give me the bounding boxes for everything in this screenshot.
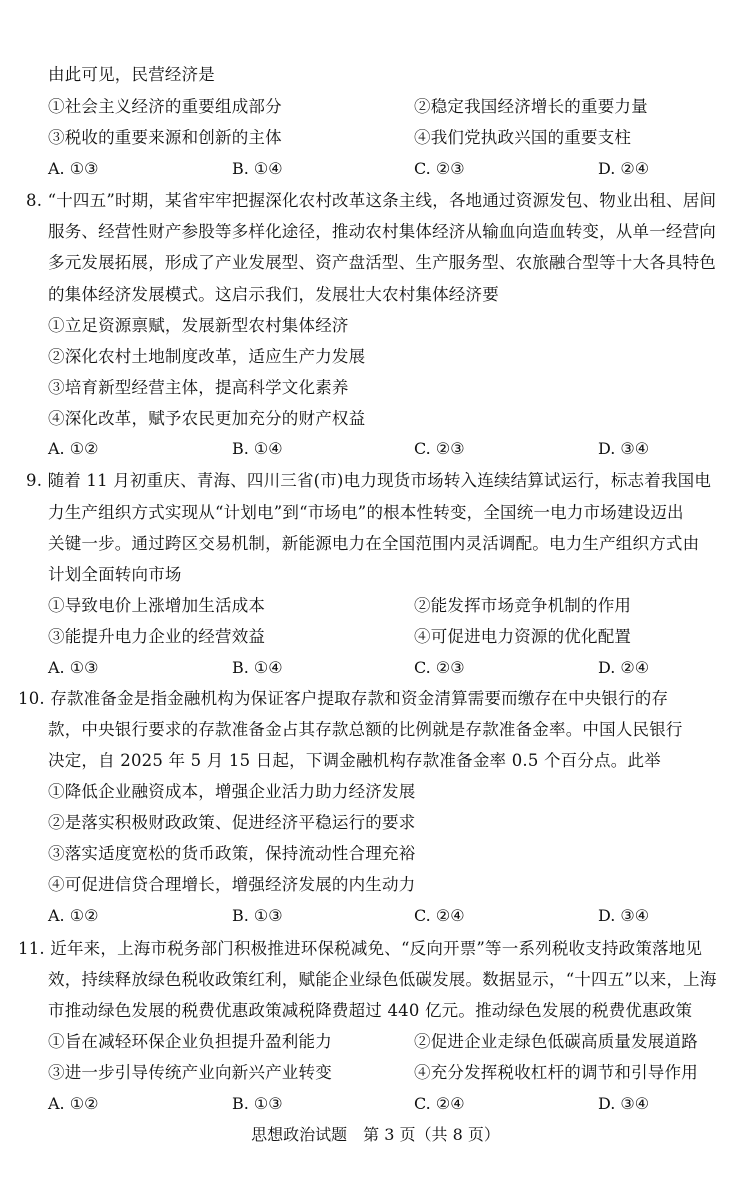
q9-answer-d: D. ②④ bbox=[598, 658, 650, 677]
q10-answer-d: D. ③④ bbox=[598, 906, 650, 925]
q9-answer-b: B. ①④ bbox=[232, 658, 283, 677]
q9-line-2: 力生产组织方式实现从“计划电”到“市场电”的根本性转变，全国统一电力市场建设迈出 bbox=[48, 503, 684, 522]
q8-line-2: 服务、经营性财产参股等多样化途径，推动农村集体经济从输血向造血转变，从单一经营向 bbox=[48, 222, 716, 241]
q10-option-1: ①降低企业融资成本，增强企业活力助力经济发展 bbox=[48, 782, 416, 801]
q10-answer-a: A. ①② bbox=[48, 906, 99, 925]
answer-d: D. ②④ bbox=[598, 159, 650, 178]
q11-answer-a: A. ①② bbox=[48, 1094, 99, 1113]
q10-option-3: ③落实适度宽松的货币政策，保持流动性合理充裕 bbox=[48, 844, 416, 863]
option-1: ①社会主义经济的重要组成部分 bbox=[48, 97, 282, 116]
q8-option-2: ②深化农村土地制度改革，适应生产力发展 bbox=[48, 347, 366, 366]
q10-answer-c: C. ②④ bbox=[414, 906, 465, 925]
q11-answer-c: C. ②④ bbox=[414, 1094, 465, 1113]
answer-b: B. ①④ bbox=[232, 159, 283, 178]
option-2: ②稳定我国经济增长的重要力量 bbox=[414, 97, 648, 116]
q9-line-4: 计划全面转向市场 bbox=[48, 565, 182, 584]
question-stem: 由此可见，民营经济是 bbox=[48, 65, 215, 84]
q9-line-3: 关键一步。通过跨区交易机制，新能源电力在全国范围内灵活调配。电力生产组织方式由 bbox=[48, 534, 700, 553]
q9-option-4: ④可促进电力资源的优化配置 bbox=[414, 627, 632, 646]
q10-option-4: ④可促进信贷合理增长，增强经济发展的内生动力 bbox=[48, 875, 416, 894]
q11-option-1: ①旨在减轻环保企业负担提升盈利能力 bbox=[48, 1032, 332, 1051]
q9-option-2: ②能发挥市场竞争机制的作用 bbox=[414, 596, 632, 615]
q8-answer-c: C. ②③ bbox=[414, 439, 465, 458]
q9-option-3: ③能提升电力企业的经营效益 bbox=[48, 627, 266, 646]
q9-line-1: 9. 随着 11 月初重庆、青海、四川三省(市)电力现货市场转入连续结算试运行，标志着我国电 bbox=[26, 471, 712, 490]
q10-line-1: 10. 存款准备金是指金融机构为保证客户提取存款和资金清算需要而缴存在中央银行的存 bbox=[18, 689, 669, 708]
q11-option-4: ④充分发挥税收杠杆的调节和引导作用 bbox=[414, 1063, 698, 1082]
option-3: ③税收的重要来源和创新的主体 bbox=[48, 128, 282, 147]
option-4: ④我们党执政兴国的重要支柱 bbox=[414, 128, 632, 147]
q10-line-3: 决定，自 2025 年 5 月 15 日起，下调金融机构存款准备金率 0.5 个百分点。此举 bbox=[48, 751, 661, 770]
q11-line-1: 11. 近年来，上海市税务部门积极推进环保税减免、“反向开票”等一系列税收支持政策落地见 bbox=[18, 939, 703, 958]
q8-answer-b: B. ①④ bbox=[232, 439, 283, 458]
q11-line-2: 效，持续释放绿色税收政策红利，赋能企业绿色低碳发展。数据显示，“十四五”以来，上海 bbox=[48, 970, 717, 989]
q8-line-1: 8. “十四五”时期，某省牢牢把握深化农村改革这条主线，各地通过资源发包、物业出租、居间 bbox=[26, 191, 717, 210]
answer-c: C. ②③ bbox=[414, 159, 465, 178]
q8-answer-a: A. ①② bbox=[48, 439, 99, 458]
q11-answer-b: B. ①③ bbox=[232, 1094, 283, 1113]
q9-answer-c: C. ②③ bbox=[414, 658, 465, 677]
q9-option-1: ①导致电价上涨增加生活成本 bbox=[48, 596, 266, 615]
q10-option-2: ②是落实积极财政政策、促进经济平稳运行的要求 bbox=[48, 813, 416, 832]
answer-a: A. ①③ bbox=[48, 159, 99, 178]
q11-answer-d: D. ③④ bbox=[598, 1094, 650, 1113]
q11-line-3: 市推动绿色发展的税费优惠政策减税降费超过 440 亿元。推动绿色发展的税费优惠政策 bbox=[48, 1001, 693, 1020]
q8-line-3: 多元发展拓展，形成了产业发展型、资产盘活型、生产服务型、农旅融合型等十大各具特色 bbox=[48, 253, 716, 272]
q8-option-4: ④深化改革，赋予农民更加充分的财产权益 bbox=[48, 409, 366, 428]
q8-option-3: ③培育新型经营主体，提高科学文化素养 bbox=[48, 378, 349, 397]
q10-line-2: 款，中央银行要求的存款准备金占其存款总额的比例就是存款准备金率。中国人民银行 bbox=[48, 720, 683, 739]
q8-line-4: 的集体经济发展模式。这启示我们，发展壮大农村集体经济要 bbox=[48, 285, 499, 304]
q11-option-3: ③进一步引导传统产业向新兴产业转变 bbox=[48, 1063, 332, 1082]
q11-option-2: ②促进企业走绿色低碳高质量发展道路 bbox=[414, 1032, 698, 1051]
q8-option-1: ①立足资源禀赋，发展新型农村集体经济 bbox=[48, 316, 349, 335]
q10-answer-b: B. ①③ bbox=[232, 906, 283, 925]
q8-answer-d: D. ③④ bbox=[598, 439, 650, 458]
q9-answer-a: A. ①③ bbox=[48, 658, 99, 677]
page-footer: 思想政治试题 第 3 页（共 8 页） bbox=[251, 1125, 500, 1144]
